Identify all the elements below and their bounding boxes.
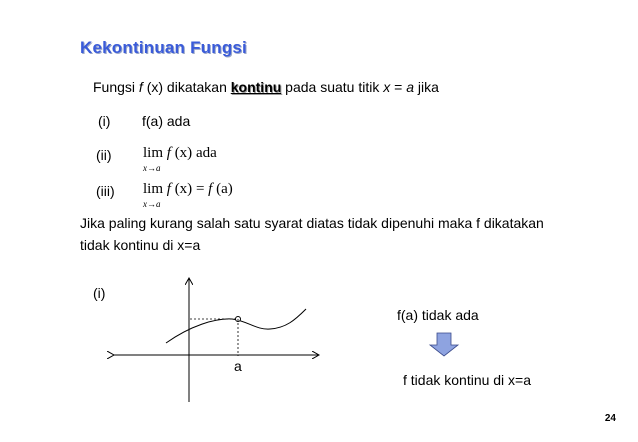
kontinu-term: kontinu	[230, 79, 282, 95]
condition-ii-subscript: x→a	[143, 163, 161, 173]
down-arrow-icon	[430, 333, 458, 356]
function-curve	[166, 309, 306, 343]
condition-ii-label: (ii)	[96, 147, 112, 163]
axis-label-a: a	[234, 358, 242, 374]
condition-ii-formula: lim f (x) ada	[143, 145, 217, 161]
condition-iii-label: (iii)	[96, 183, 115, 199]
condition-iii-formula: lim f (x) = f (a)	[143, 181, 233, 197]
condition-i-text: f(a) ada	[142, 113, 191, 129]
explanation-paragraph: Jika paling kurang salah satu syarat diatas tidak dipenuhi maka f dikatakan tidak kontinu di x=a	[80, 215, 544, 253]
condition-iii-subscript: x→a	[143, 199, 161, 209]
page-title: Kekontinuan Fungsi	[80, 38, 247, 57]
note-discontinuous: f tidak kontinu di x=a	[403, 372, 532, 388]
condition-i-label: (i)	[98, 113, 111, 129]
note-undefined: f(a) tidak ada	[397, 307, 479, 323]
definition-line: Fungsi f (x) dikatakan kontinu pada suatu titik x = a jika	[93, 79, 439, 95]
page-number: 24	[604, 413, 616, 424]
example-label: (i)	[93, 285, 106, 301]
